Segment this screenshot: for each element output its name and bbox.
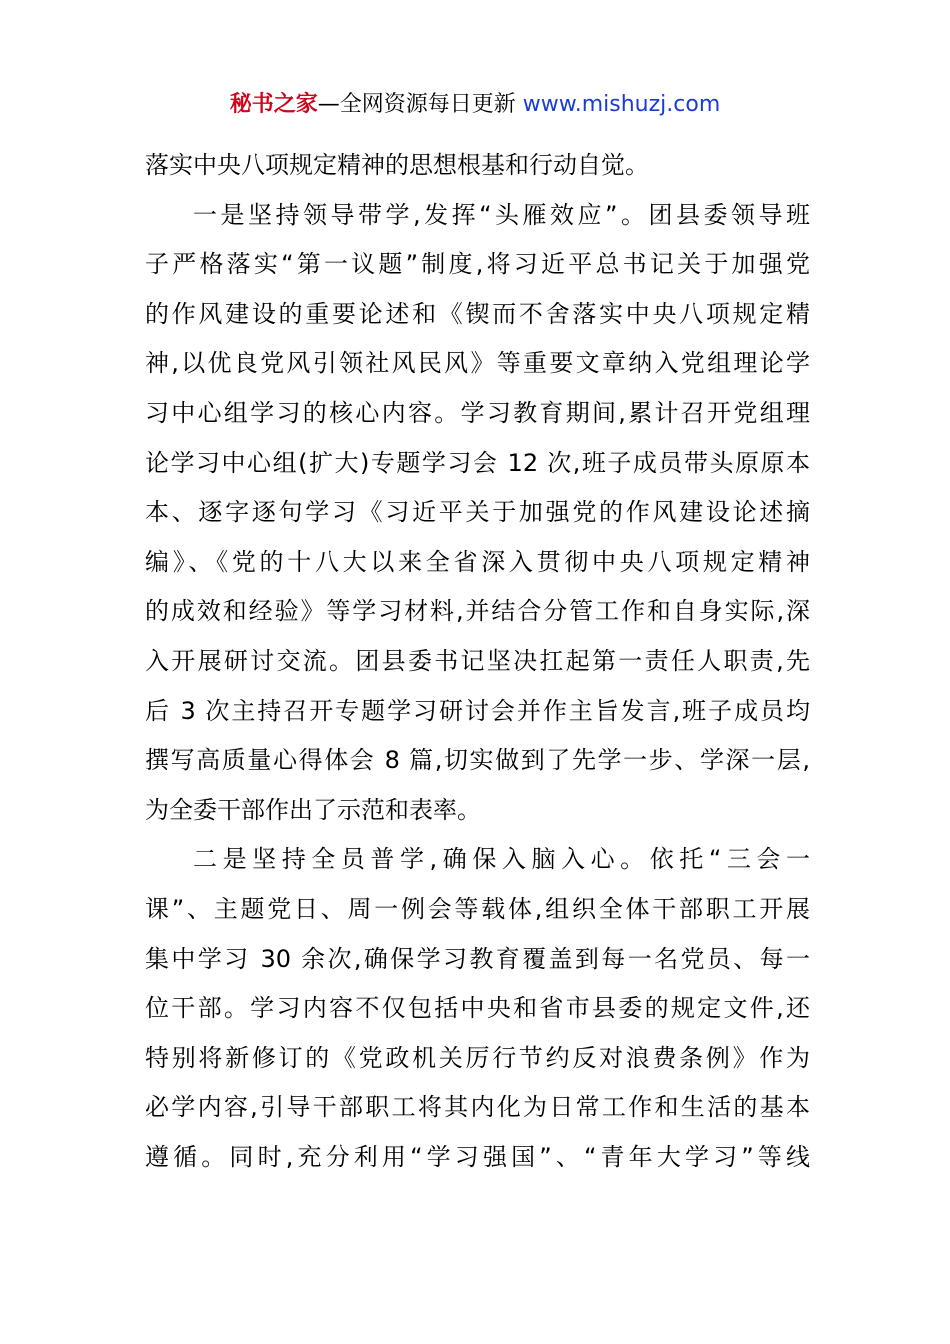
body-line: 撰写高质量心得体会 8 篇,切实做到了先学一步、学深一层, (145, 746, 810, 775)
site-url-link[interactable]: www.mishuzj.com (522, 92, 721, 117)
site-tagline: —全网资源每日更新 (317, 92, 523, 117)
body-line: 编》、《党的十八大以来全省深入贯彻中央八项规定精神 (145, 547, 810, 576)
body-line: 一是坚持领导带学,发挥“头雁效应”。团县委领导班 (193, 200, 810, 229)
body-line: 论学习中心组(扩大)专题学习会 12 次,班子成员带头原原本 (145, 448, 810, 477)
body-line: 为全委干部作出了示范和表率。 (145, 795, 481, 824)
body-line: 的成效和经验》等学习材料,并结合分管工作和自身实际,深 (145, 597, 810, 626)
body-line: 的作风建设的重要论述和《锲而不舍落实中央八项规定精 (145, 299, 810, 328)
body-line: 神,以优良党风引领社风民风》等重要文章纳入党组理论学 (145, 349, 810, 378)
body-line: 位干部。学习内容不仅包括中央和省市县委的规定文件,还 (145, 994, 810, 1023)
body-line: 遵循。同时,充分利用“学习强国”、“青年大学习”等线 (145, 1142, 810, 1171)
page-header (0, 88, 950, 122)
body-line: 子严格落实“第一议题”制度,将习近平总书记关于加强党 (145, 250, 810, 279)
document-body (145, 145, 810, 1186)
body-line: 课”、主题党日、周一例会等载体,组织全体干部职工开展 (145, 894, 810, 923)
body-line: 二是坚持全员普学,确保入脑入心。依托“三会一 (193, 845, 810, 874)
body-line: 集中学习 30 余次,确保学习教育覆盖到每一名党员、每一 (145, 944, 810, 973)
body-line: 后 3 次主持召开专题学习研讨会并作主旨发言,班子成员均 (145, 696, 810, 725)
site-brand: 秘书之家 (229, 92, 318, 117)
body-line: 习中心组学习的核心内容。学习教育期间,累计召开党组理 (145, 398, 810, 427)
body-line: 入开展研讨交流。团县委书记坚决扛起第一责任人职责,先 (145, 646, 810, 675)
body-line: 必学内容,引导干部职工将其内化为日常工作和生活的基本 (145, 1093, 810, 1122)
body-line: 落实中央八项规定精神的思想根基和行动自觉。 (145, 151, 649, 179)
body-line: 特别将新修订的《党政机关厉行节约反对浪费条例》作为 (145, 1043, 810, 1072)
body-line: 本、逐字逐句学习《习近平关于加强党的作风建设论述摘 (145, 498, 810, 527)
